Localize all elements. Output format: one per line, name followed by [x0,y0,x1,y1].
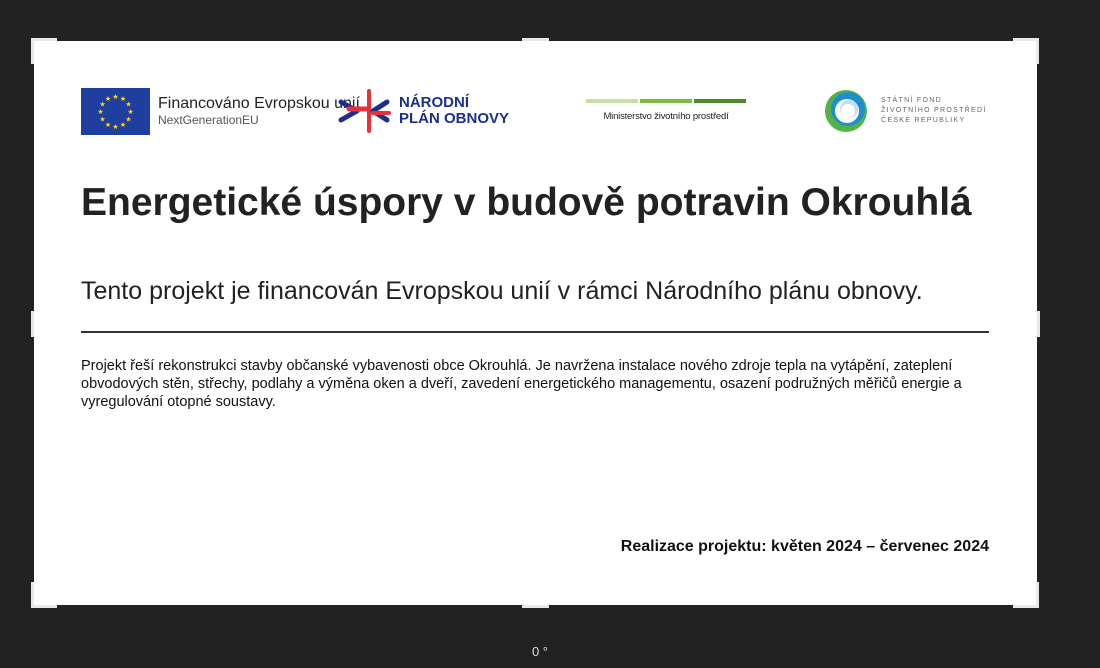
ministry-logo-bars [586,99,746,103]
svg-text:★: ★ [99,115,106,124]
svg-text:★: ★ [104,95,112,103]
poster-image[interactable] [34,41,1037,605]
crop-handle-bottom-right[interactable] [1013,582,1039,608]
eu-logo-text [158,96,360,128]
svg-text:★: ★ [127,108,134,116]
sfzp-logo-line3: ČESKÉ REPUBLIKY [881,117,966,124]
divider [81,331,989,333]
ministry-bar-dark [694,99,746,103]
poster-title: Energetické úspory v budově potravin Okrouhlá [81,181,972,224]
state-environmental-fund-logo [823,88,987,134]
eu-logo-line1: Financováno [158,94,250,112]
svg-text:★: ★ [99,100,106,109]
npo-arrows-icon [337,87,395,135]
svg-text:★: ★ [119,121,127,129]
svg-text:★: ★ [112,93,119,101]
sfzp-circle-icon [823,88,869,134]
eu-funding-logo [81,88,360,135]
svg-text:★: ★ [104,121,112,129]
npo-logo [337,87,509,135]
ministry-bar-light [586,99,638,103]
poster-subtitle: Tento projekt je financován Evropskou unií v rámci Národního plánu obnovy. [81,277,923,305]
project-realization-dates: Realizace projektu: květen 2024 – červenec 2024 [620,538,989,555]
project-description: Projekt řeší rekonstrukci stavby občanské vybavenosti obce Okrouhlá. Je navržena instalace nového zdroje tepla na vytápění, zateplení obvodových stěn, střechy, podlahy a výměna oken a dveří, zavedení energetického managementu, osazení podružných měřičů energie a vyregulování otopné soustavy. [81,358,962,410]
crop-handle-bottom-left[interactable] [31,582,57,608]
svg-text:★: ★ [119,95,127,103]
sfzp-logo-text [881,96,987,126]
npo-logo-line2: PLÁN OBNOVY [399,110,510,127]
crop-handle-right[interactable] [1037,311,1040,337]
npo-logo-line1: NÁRODNÍ [399,94,469,111]
svg-text:★: ★ [125,115,132,124]
ministry-logo-name: Ministerstvo životního prostředí [603,111,729,122]
sfzp-logo-line1: STÁTNÍ FOND [881,97,942,104]
crop-handle-bottom[interactable] [522,605,549,608]
svg-text:★: ★ [125,100,132,109]
npo-logo-text [399,95,509,127]
svg-text:★: ★ [97,108,104,116]
eu-flag-icon [81,88,150,135]
ministry-bar-mid [640,99,692,103]
ministry-environment-logo [586,99,746,122]
crop-handle-top-left[interactable] [31,38,57,64]
svg-text:★: ★ [112,123,119,131]
eu-logo-line2: Evropskou unií [254,94,360,112]
crop-handle-top-right[interactable] [1013,38,1039,64]
sfzp-logo-line2: ŽIVOTNÍHO PROSTŘEDÍ [881,107,987,114]
rotation-angle-readout[interactable]: 0 ° [531,644,549,659]
crop-handle-top[interactable] [522,38,549,41]
eu-logo-line3: NextGenerationEU [158,112,259,127]
crop-handle-left[interactable] [31,311,34,337]
